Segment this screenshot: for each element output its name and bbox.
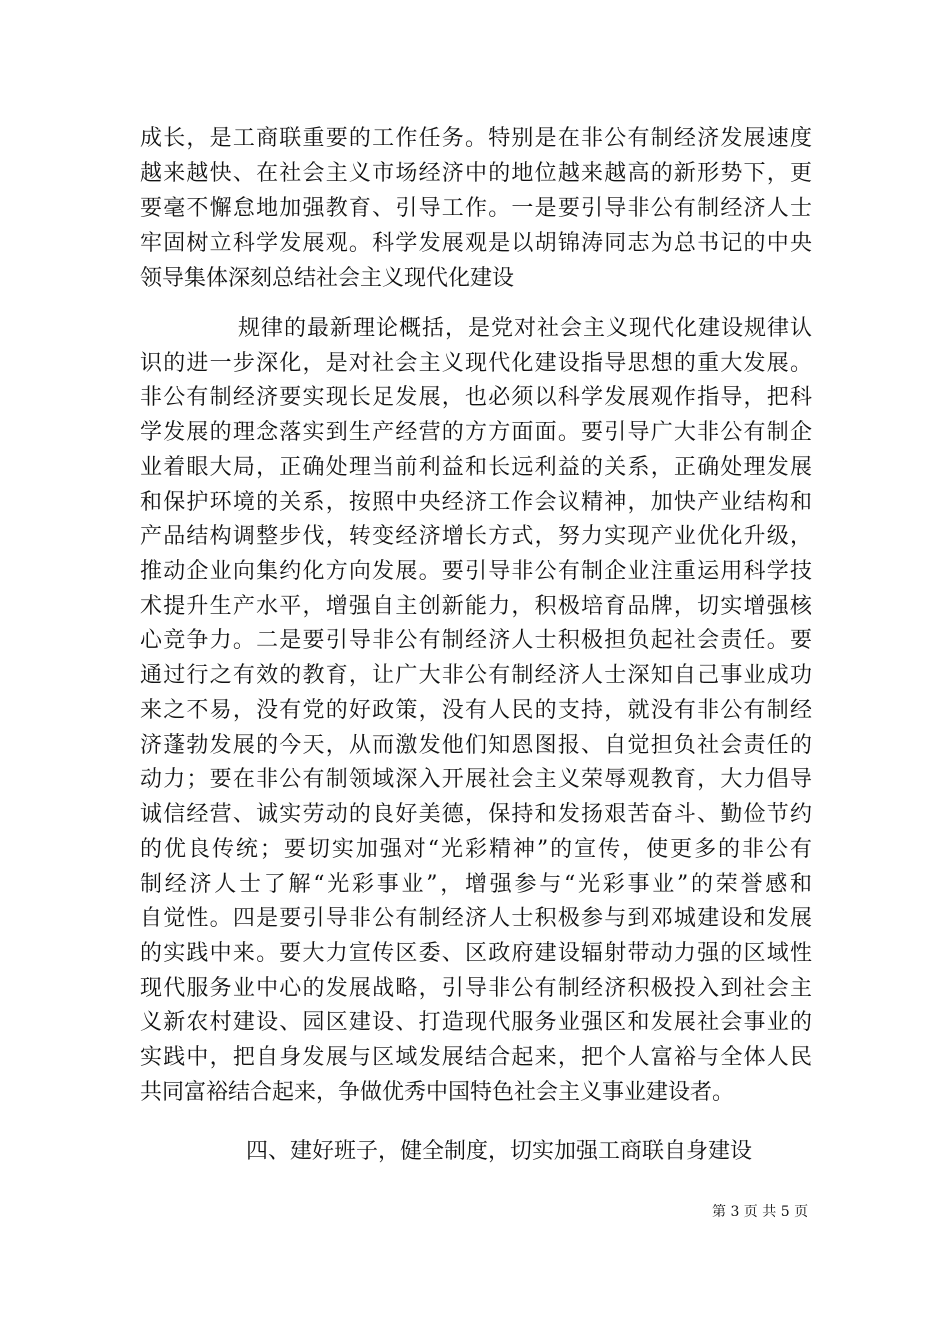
text-line: 要毫不懈怠地加强教育、引导工作。一是要引导非公有制经济人士 <box>140 196 812 221</box>
text-line: 规律的最新理论概括，是党对社会主义现代化建设规律认 <box>238 316 812 341</box>
text-line: 识的进一步深化，是对社会主义现代化建设指导思想的重大发展。 <box>140 350 812 376</box>
text-line: 心竞争力。二是要引导非公有制经济人士积极担负起社会责任。要 <box>140 628 812 654</box>
text-line: 来之不易，没有党的好政策，没有人民的支持，就没有非公有制经 <box>140 697 812 723</box>
text-line: 术提升生产水平，增强自主创新能力，积极培育品牌，切实增强核 <box>140 593 812 619</box>
text-line: 的优良传统；要切实加强对“光彩精神”的宣传，使更多的非公有 <box>140 836 812 862</box>
text-line: 济蓬勃发展的今天，从而激发他们知恩图报、自觉担负社会责任的 <box>140 732 812 758</box>
text-line: 学发展的理念落实到生产经营的方方面面。要引导广大非公有制企 <box>140 420 812 446</box>
text-line: 通过行之有效的教育，让广大非公有制经济人士深知自己事业成功 <box>140 663 812 689</box>
text-line: 非公有制经济要实现长足发展，也必须以科学发展观作指导，把科 <box>140 385 812 411</box>
text-line: 共同富裕结合起来，争做优秀中国特色社会主义事业建设者。 <box>140 1079 735 1105</box>
text-line: 的实践中来。要大力宣传区委、区政府建设辐射带动力强的区域性 <box>140 940 812 966</box>
text-line: 动力；要在非公有制领域深入开展社会主义荣辱观教育，大力倡导 <box>140 767 812 793</box>
text-line: 制经济人士了解“光彩事业”，增强参与“光彩事业”的荣誉感和 <box>140 871 812 897</box>
section-heading: 四、建好班子，健全制度，切实加强工商联自身建设 <box>246 1139 753 1164</box>
text-line: 诚信经营、诚实劳动的良好美德，保持和发扬艰苦奋斗、勤俭节约 <box>140 802 812 828</box>
text-line: 领导集体深刻总结社会主义现代化建设 <box>140 266 515 291</box>
text-line: 自觉性。四是要引导非公有制经济人士积极参与到邓城建设和发展 <box>140 906 812 932</box>
text-line: 成长，是工商联重要的工作任务。特别是在非公有制经济发展速度 <box>140 126 812 151</box>
text-line: 业着眼大局，正确处理当前利益和长远利益的关系，正确处理发展 <box>140 454 812 480</box>
text-line: 牢固树立科学发展观。科学发展观是以胡锦涛同志为总书记的中央 <box>140 231 812 256</box>
text-line: 推动企业向集约化方向发展。要引导非公有制企业注重运用科学技 <box>140 559 812 585</box>
text-line: 越来越快、在社会主义市场经济中的地位越来越高的新形势下，更 <box>140 161 812 186</box>
text-line: 义新农村建设、园区建设、打造现代服务业强区和发展社会事业的 <box>140 1010 812 1036</box>
page-footer: 第 3 页 共 5 页 <box>712 1204 809 1220</box>
text-line: 和保护环境的关系，按照中央经济工作会议精神，加快产业结构和 <box>140 489 812 515</box>
text-line: 产品结构调整步伐，转变经济增长方式，努力实现产业优化升级， <box>140 524 812 550</box>
text-line: 实践中，把自身发展与区域发展结合起来，把个人富裕与全体人民 <box>140 1045 812 1071</box>
text-line: 现代服务业中心的发展战略，引导非公有制经济积极投入到社会主 <box>140 975 812 1001</box>
